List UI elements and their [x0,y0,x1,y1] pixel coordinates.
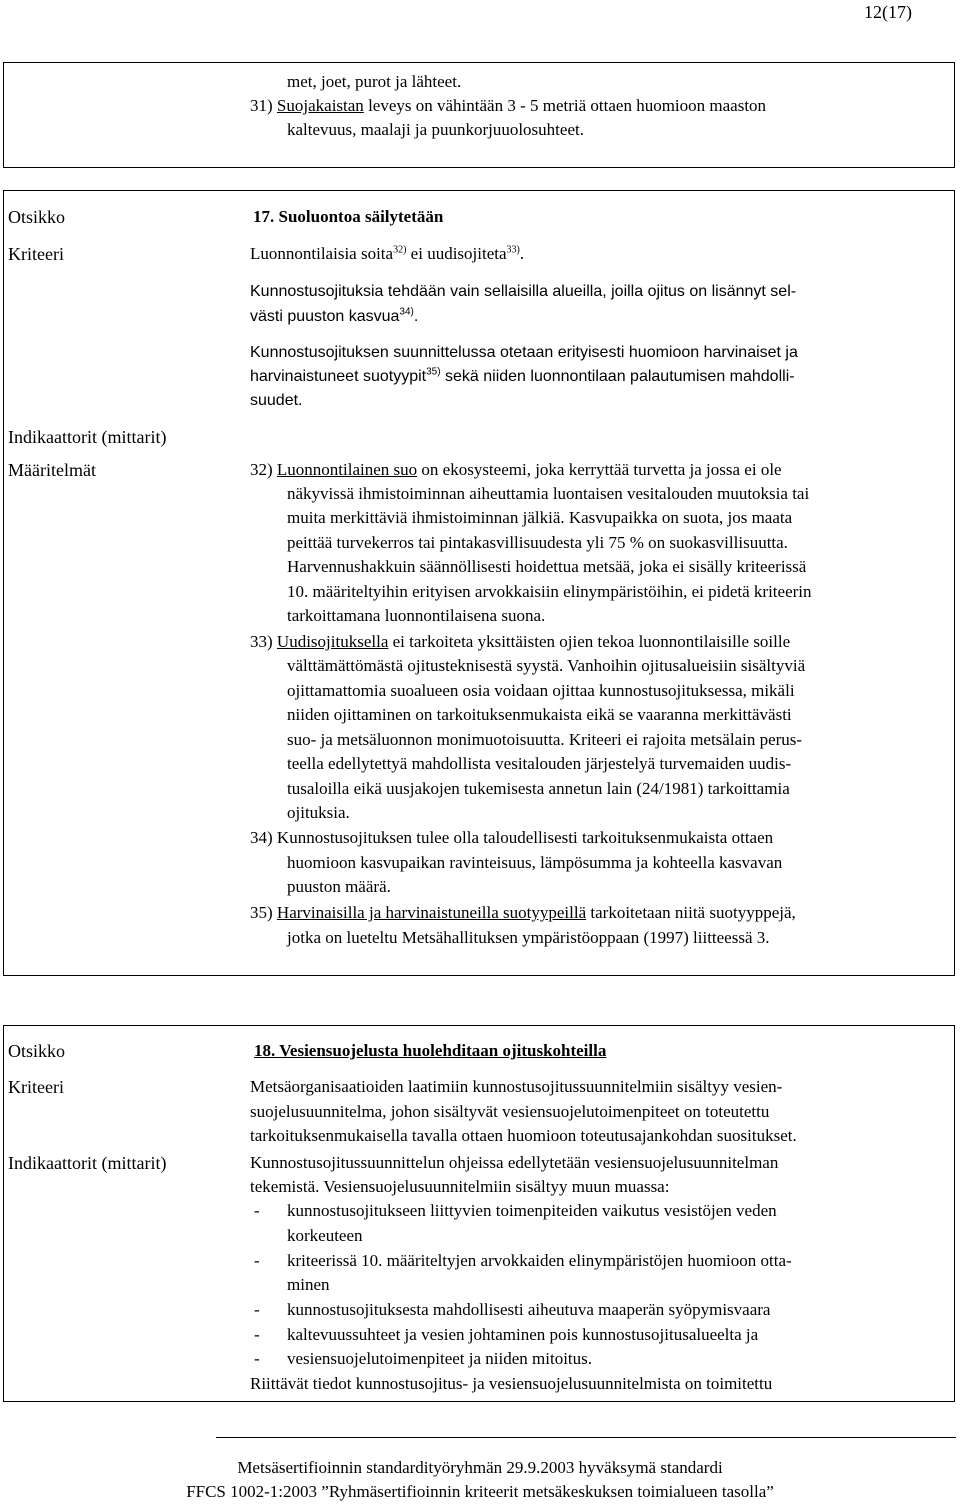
label-kriteeri: Kriteeri [8,1077,64,1097]
label-indikaattorit: Indikaattorit (mittarit) [8,1153,167,1173]
text-line: Riittävät tiedot kunnostusojitus- ja vesiensuojelusuunnitelmista on toimitettu [250,1374,773,1393]
text-line: tarkoituksenmukaisella tavalla ottaen huomioon toteutusajankohdan suositukset. [250,1126,797,1145]
term-luonnontilainen-suo: Luonnontilainen suo [276,460,418,479]
definition-35: 35) Harvinaisilla ja harvinaistuneilla suotyypeillä tarkoitetaan niitä suotyyppejä, [250,903,796,922]
text-line: niiden ojittaminen on tarkoituksenmukaista eikä se vaaranna merkittävästi [287,705,792,724]
text-line: teella edellytettyä mahdollista vesitalouden järjestelyä turvemaiden uudis- [287,754,792,773]
kriteeri-1: Luonnontilaisia soita$^{32)}$ ei uudisojiteta$^{33)}$. [250,244,525,263]
term-uudisojitus: Uudisojituksella [276,632,389,651]
kriteeri-3-line3: suudet. [250,392,303,409]
text-line: välttämättömästä ojitusteknisestä syystä. Vanhoihin ojitusalueisiin sisältyviä [287,656,806,675]
text-line: näkyvissä ihmistoiminnan aiheuttamia luontaisen vesitalouden muutoksia tai [287,484,810,503]
section-17-title: 17. Suoluontoa säilytetään [253,207,444,226]
kriteeri-3-line1: Kunnostusojituksen suunnittelussa otetaan erityisesti huomioon harvinaiset ja [250,344,798,361]
footer-line-1: Metsäsertifioinnin standardityöryhmän 29.9.2003 hyväksymä standardi [237,1458,723,1477]
kriteeri-3-line2: harvinaistuneet suotyypit$^{35)}$ sekä niiden luonnontilaan palautumisen mahdolli- [250,366,795,385]
definition-34: 34) Kunnostusojituksen tulee olla taloudellisesti tarkoituksenmukaista ottaen [250,828,774,847]
label-otsikko: Otsikko [8,1041,66,1061]
footer-divider [216,1437,956,1438]
list-item: kriteerissä 10. määriteltyjen arvokkaiden elinympäristöjen huomioon otta- [287,1251,792,1270]
text-line: puuston määrä. [287,877,391,896]
list-item-cont: minen [287,1275,330,1294]
bullet-dash: - [254,1251,260,1270]
text-line: Kunnostusojitussuunnittelun ohjeissa edellytetään vesiensuojelusuunnitelman [250,1153,779,1172]
text-line: kaltevuus, maalaji ja puunkorjuuolosuhteet. [287,120,584,139]
text-line: muita merkittäviä ihmistoiminnan jälkiä. Kasvupaikka on suota, jos maata [287,508,793,527]
text-line: Metsäorganisaatioiden laatimiin kunnostusojitussuunnitelmiin sisältyy vesien- [250,1077,783,1096]
term-suojakaista: Suojakaistan [276,96,364,115]
text-line: suojelusuunnitelma, johon sisältyvät vesiensuojelutoimenpiteet on toteutettu [250,1102,770,1121]
list-item: kaltevuussuhteet ja vesien johtaminen pois kunnostusojitusalueelta ja [287,1325,759,1344]
text-line: 10. määriteltyihin erityisen arvokkaisiin elinympäristöihin, ei pidetä kriteerin [287,582,812,601]
bullet-dash: - [254,1201,260,1220]
text-line: met, joet, purot ja lähteet. [287,72,462,91]
text-line: ojituksia. [287,803,350,822]
bullet-dash: - [254,1325,260,1344]
section-18-title: 18. Vesiensuojelusta huolehditaan ojituskohteilla [254,1041,607,1060]
definition-32: 32) Luonnontilainen suo on ekosysteemi, joka kerryttää turvetta ja jossa ei ole [250,460,782,479]
label-otsikko: Otsikko [8,207,66,227]
list-item-cont: korkeuteen [287,1226,363,1245]
label-kriteeri: Kriteeri [8,244,64,264]
text-line: peittää turvekerros tai pintakasvillisuudesta yli 75 % on suokasvillisuutta. [287,533,788,552]
text-line: huomioon kasvupaikan ravinteisuus, lämpösumma ja kohteella kasvavan [287,853,783,872]
text-line: tekemistä. Vesiensuojelusuunnitelmiin sisältyy muun muassa: [250,1177,670,1196]
text-line: tarkoittamana luonnontilaisena suona. [287,606,546,625]
label-maaritelmat: Määritelmät [8,460,96,480]
bullet-dash: - [254,1349,260,1368]
text-line: tusaloilla eikä uusjakojen tukemisesta annetun lain (24/1981) tarkoittamia [287,779,790,798]
list-item: vesiensuojelutoimenpiteet ja niiden mitoitus. [287,1349,593,1368]
item-31: 31) Suojakaistan leveys on vähintään 3 - 5 metriä ottaen huomioon maaston [250,96,767,115]
page-number: 12(17) [864,2,912,22]
bullet-dash: - [254,1300,260,1319]
definition-33: 33) Uudisojituksella ei tarkoiteta yksittäisten ojien tekoa luonnontilaisille soille [250,632,791,651]
text-line: jotka on lueteltu Metsähallituksen ympäristöoppaan (1997) liitteessä 3. [287,928,770,947]
text-line: ojittamattomia suoalueen osia voidaan ojittaa kunnostusojituksessa, mikäli [287,681,795,700]
list-item: kunnostusojituksesta mahdollisesti aiheutuva maaperän syöpymisvaara [287,1300,771,1319]
kriteeri-2-line2: västi puuston kasvua$^{34)}$. [250,306,419,325]
footer-line-2: FFCS 1002-1:2003 ”Ryhmäsertifioinnin kriteerit metsäkeskuksen toimialueen tasolla” [186,1482,774,1501]
text-line: suo- ja metsäluonnon monimuotoisuutta. Kriteeri ei rajoita metsälain perus- [287,730,803,749]
list-item: kunnostusojitukseen liittyvien toimenpiteiden vaikutus vesistöjen veden [287,1201,777,1220]
term-harvinaiset-suotyypit: Harvinaisilla ja harvinaistuneilla suotyypeillä [276,903,587,922]
kriteeri-2-line1: Kunnostusojituksia tehdään vain sellaisilla alueilla, joilla ojitus on lisännyt sel- [250,283,797,300]
text-line: Harvennushakkuin säännöllisesti hoidettua metsää, joka ei sisälly kriteerissä [287,557,807,576]
label-indikaattorit: Indikaattorit (mittarit) [8,427,167,447]
